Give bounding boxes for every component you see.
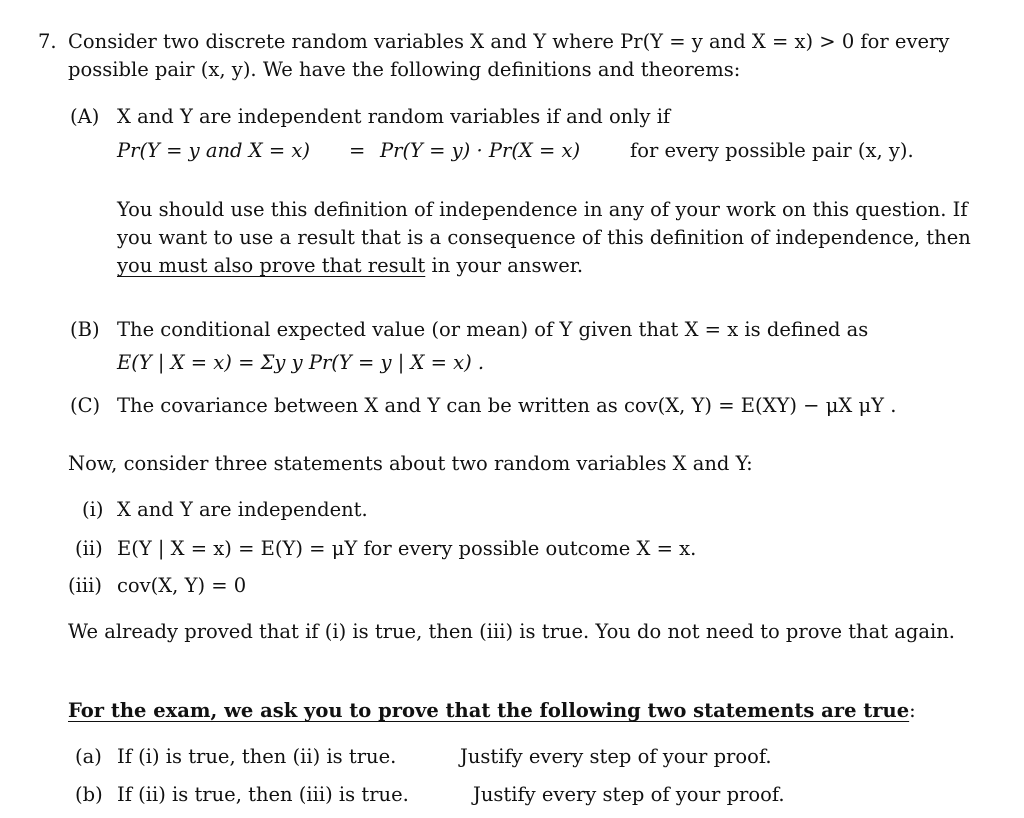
def-a-formula-eq: = (349, 139, 366, 162)
def-c-label: (C) (70, 394, 101, 417)
statement-i-label: (i) (82, 498, 104, 521)
def-a-note-line2: you want to use a result that is a consequence of this definition of independence, then (117, 226, 971, 249)
statement-ii-text: E(Y | X = x) = E(Y) = μY for every possible outcome X = x. (117, 537, 697, 560)
intro-line-1: Consider two discrete random variables X and Y where Pr(Y = y and X = x) > 0 for every (68, 30, 950, 53)
def-a-formula-lhs: Pr(Y = y and X = x) (117, 139, 310, 162)
exam-heading-text: For the exam, we ask you to prove that the following two statements are true (68, 699, 910, 722)
exam-part-a-label: (a) (75, 745, 102, 768)
def-b-line2: E(Y | X = x) = Σy y Pr(Y = y | X = x) . (117, 351, 485, 374)
def-b-label: (B) (70, 318, 100, 341)
def-a-formula-rhs: Pr(Y = y) · Pr(X = x) (380, 139, 581, 162)
already-proved-note: We already proved that if (i) is true, then (iii) is true. You do not need to prove that again. (68, 620, 955, 643)
def-a-note-rest: in your answer. (425, 254, 584, 277)
exam-heading (68, 697, 916, 725)
def-a-note-line1: You should use this definition of independence in any of your work on this question. If (117, 198, 968, 221)
statement-i-text: X and Y are independent. (117, 498, 368, 521)
exam-heading-colon: : (909, 699, 916, 722)
intro-line-2: possible pair (x, y). We have the following definitions and theorems: (68, 58, 741, 81)
def-a-line1: X and Y are independent random variables if and only if (117, 105, 671, 128)
exam-part-a-note: Justify every step of your proof. (460, 745, 772, 768)
exam-part-b-text: If (ii) is true, then (iii) is true. (117, 783, 409, 806)
statements-intro: Now, consider three statements about two random variables X and Y: (68, 452, 753, 475)
exam-part-b-label: (b) (75, 783, 103, 806)
question-number: 7. (38, 30, 57, 53)
statement-iii-text: cov(X, Y) = 0 (117, 574, 247, 597)
statement-iii-label: (iii) (68, 574, 102, 597)
def-a-note-line3 (117, 252, 583, 280)
def-a-formula-tail: for every possible pair (x, y). (630, 139, 914, 162)
exam-part-a-text: If (i) is true, then (ii) is true. (117, 745, 397, 768)
def-b-line1: The conditional expected value (or mean) of Y given that X = x is defined as (117, 318, 869, 341)
statement-ii-label: (ii) (75, 537, 103, 560)
exam-part-b-note: Justify every step of your proof. (473, 783, 785, 806)
def-a-label: (A) (70, 105, 100, 128)
def-c-line1: The covariance between X and Y can be written as cov(X, Y) = E(XY) − μX μY . (117, 394, 897, 417)
def-a-note-underlined: you must also prove that result (117, 254, 426, 277)
